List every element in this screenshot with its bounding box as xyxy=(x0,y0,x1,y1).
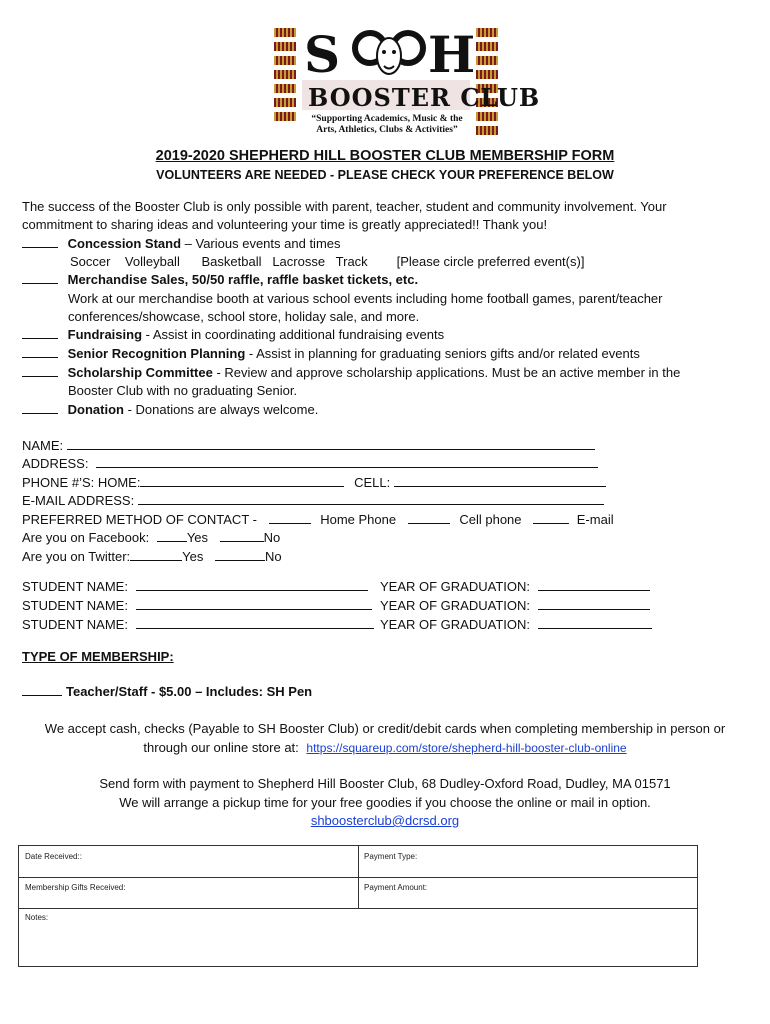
twitter-yes-choice[interactable] xyxy=(130,548,182,561)
form-subtitle: VOLUNTEERS ARE NEEDED - PLEASE CHECK YOUR PREFERENCE BELOW xyxy=(156,168,614,182)
student-row-1 xyxy=(22,578,368,596)
student-name-label: STUDENT NAME: xyxy=(22,598,128,613)
logo-tagline xyxy=(302,114,472,136)
senior-desc: - Assist in planning for graduating seniors gifts and/or related events xyxy=(245,346,640,361)
scholarship-desc: - Review and approve scholarship applications. Must be an active member in the xyxy=(212,365,681,380)
phone-row xyxy=(22,474,606,492)
email-option: E-mail xyxy=(576,512,614,527)
payment-type-label: Payment Type: xyxy=(364,852,418,861)
student-name-label: STUDENT NAME: xyxy=(22,617,128,632)
address-field[interactable] xyxy=(96,455,598,468)
grad-year-label: YEAR OF GRADUATION: xyxy=(380,579,530,594)
payment-amount-label: Payment Amount: xyxy=(364,883,428,892)
student-name-field[interactable] xyxy=(136,578,368,591)
send-line-1: Send form with payment to Shepherd Hill Booster Club, 68 Dudley-Oxford Road, Dudley, MA 01571 xyxy=(99,776,671,791)
logo-letter-h: H xyxy=(428,25,476,84)
contact-method-row xyxy=(22,511,614,529)
cell-phone-option: Cell phone xyxy=(459,512,522,527)
twitter-no-choice[interactable] xyxy=(215,548,265,561)
name-row xyxy=(22,437,595,455)
twitter-yes-label: Yes xyxy=(182,549,204,564)
teacher-staff-checkbox-blank[interactable] xyxy=(22,683,62,696)
booster-club-logo xyxy=(272,22,541,140)
student-row-2 xyxy=(22,597,372,615)
teacher-staff-label: Teacher/Staff - $5.00 – Includes: SH Pen xyxy=(66,684,313,699)
cell-phone-field[interactable] xyxy=(394,474,606,487)
senior-title: Senior Recognition Planning xyxy=(67,346,246,361)
facebook-label: Are you on Facebook: xyxy=(22,530,150,545)
logo-tagline-line-2: Arts, Athletics, Clubs & Activities” xyxy=(316,125,458,135)
donation-checkbox-blank[interactable] xyxy=(22,401,58,414)
logo-booster-club-text: BOOSTER CLUB xyxy=(308,83,541,112)
volunteer-concession xyxy=(22,235,341,253)
concession-desc: – Various events and times xyxy=(181,236,341,251)
scholarship-checkbox-blank[interactable] xyxy=(22,364,58,377)
grad-year-label: YEAR OF GRADUATION: xyxy=(380,617,530,632)
merch-desc-2: conferences/showcase, school store, holiday sale, and more. xyxy=(68,309,420,324)
senior-checkbox-blank[interactable] xyxy=(22,345,58,358)
intro-line-2: commitment to sharing ideas and volunteering your time is greatly appreciated!! Thank you! xyxy=(22,217,548,232)
address-row xyxy=(22,455,598,473)
grad-year-field[interactable] xyxy=(538,616,652,629)
volunteer-senior xyxy=(22,345,640,363)
student-name-field[interactable] xyxy=(136,597,372,610)
grad-year-field[interactable] xyxy=(538,597,650,610)
email-row xyxy=(22,492,604,510)
facebook-no-choice[interactable] xyxy=(220,529,264,542)
email-choice[interactable] xyxy=(533,511,569,524)
scholarship-desc-2: Booster Club with no graduating Senior. xyxy=(68,383,298,398)
grad-year-field[interactable] xyxy=(538,578,650,591)
merch-desc-1: Work at our merchandise booth at various school events including home football games, parent/teacher xyxy=(68,291,663,306)
date-received-label: Date Received:: xyxy=(25,852,82,861)
twitter-label: Are you on Twitter: xyxy=(22,549,131,564)
online-store-link[interactable]: https://squareup.com/store/shepherd-hill-booster-club-online xyxy=(306,741,627,755)
gifts-received-label: Membership Gifts Received: xyxy=(25,883,126,892)
home-phone-choice[interactable] xyxy=(269,511,311,524)
facebook-no-label: No xyxy=(263,530,281,545)
name-field[interactable] xyxy=(67,437,595,450)
address-label: ADDRESS: xyxy=(22,456,89,471)
merch-checkbox-blank[interactable] xyxy=(22,271,58,284)
payment-line-2 xyxy=(0,739,770,757)
facebook-row xyxy=(22,529,280,547)
membership-heading: TYPE OF MEMBERSHIP: xyxy=(22,649,174,664)
logo-lettering xyxy=(300,22,541,114)
home-phone-field[interactable] xyxy=(140,474,344,487)
merch-title: Merchandise Sales, 50/50 raffle, raffle basket tickets, etc. xyxy=(67,272,419,287)
form-title: 2019-2020 SHEPHERD HILL BOOSTER CLUB MEMBERSHIP FORM xyxy=(155,148,615,164)
facebook-yes-label: Yes xyxy=(186,530,209,545)
payment-store-prefix: through our online store at: xyxy=(143,740,299,755)
membership-teacher-option xyxy=(22,683,312,701)
volunteer-scholarship xyxy=(22,364,680,382)
logo-letter-s: S xyxy=(304,25,341,84)
contact-method-label: PREFERRED METHOD OF CONTACT - xyxy=(22,512,257,527)
grad-row-1 xyxy=(380,578,650,596)
grad-year-label: YEAR OF GRADUATION: xyxy=(380,598,530,613)
grad-row-3 xyxy=(380,616,652,634)
facebook-yes-choice[interactable] xyxy=(157,529,187,542)
notes-label: Notes: xyxy=(25,913,49,922)
donation-desc: - Donations are always welcome. xyxy=(123,402,319,417)
name-label: NAME: xyxy=(22,438,64,453)
payment-line-1: We accept cash, checks (Payable to SH Booster Club) or credit/debit cards when completing membership in person or xyxy=(44,721,726,736)
email-label: E-MAIL ADDRESS: xyxy=(22,493,135,508)
ram-head-icon xyxy=(355,33,423,74)
phone-home-label: PHONE #’S: HOME: xyxy=(22,475,141,490)
fundraising-desc: - Assist in coordinating additional fundraising events xyxy=(142,327,445,342)
sports-options: Soccer Volleyball Basketball Lacrosse Track [Please circle preferred event(s)] xyxy=(70,254,585,269)
volunteer-fundraising xyxy=(22,326,444,344)
twitter-no-label: No xyxy=(265,549,282,564)
cell-phone-choice[interactable] xyxy=(408,511,450,524)
scholarship-title: Scholarship Committee xyxy=(67,365,213,380)
student-name-label: STUDENT NAME: xyxy=(22,579,128,594)
office-use-table xyxy=(18,845,698,967)
twitter-row xyxy=(22,548,282,566)
intro-line-1: The success of the Booster Club is only possible with parent, teacher, student and community involvement. Your xyxy=(22,199,667,214)
logo-tagline-line-1: “Supporting Academics, Music & the xyxy=(311,114,463,124)
email-link[interactable]: shboosterclub@dcrsd.org xyxy=(310,813,460,828)
send-line-2: We will arrange a pickup time for your free goodies if you choose the online or mail in option. xyxy=(119,795,651,810)
cell-label: CELL: xyxy=(354,475,391,490)
grad-row-2 xyxy=(380,597,650,615)
student-row-3 xyxy=(22,616,374,634)
fundraising-title: Fundraising xyxy=(67,327,143,342)
home-phone-option: Home Phone xyxy=(320,512,397,527)
donation-title: Donation xyxy=(67,402,124,417)
volunteer-donation xyxy=(22,401,318,419)
concession-checkbox-blank[interactable] xyxy=(22,235,58,248)
volunteer-merch xyxy=(22,271,418,289)
fundraising-checkbox-blank[interactable] xyxy=(22,326,58,339)
student-name-field[interactable] xyxy=(136,616,374,629)
concession-title: Concession Stand xyxy=(67,236,182,251)
email-field[interactable] xyxy=(138,492,604,505)
